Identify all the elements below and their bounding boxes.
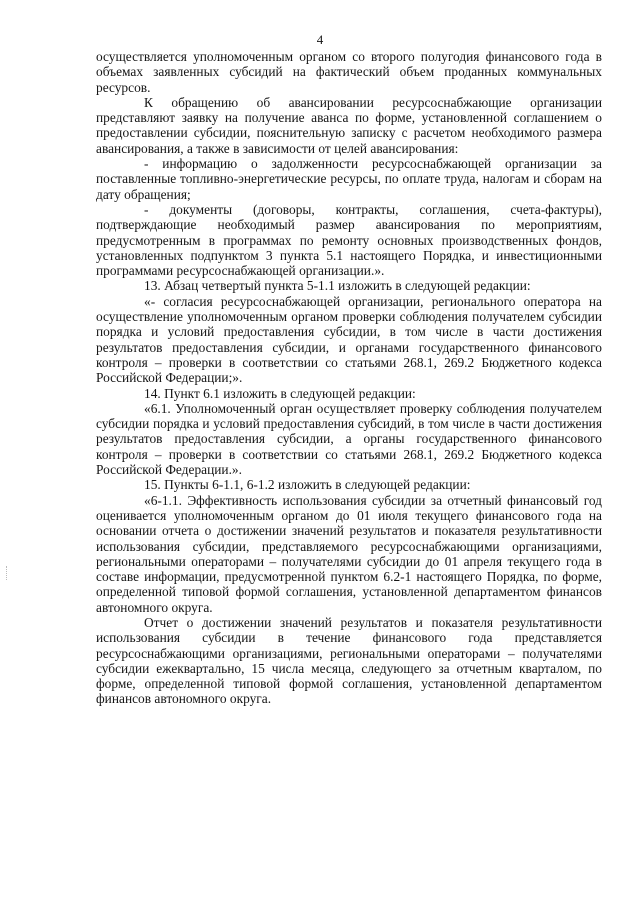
paragraph-1: осуществляется уполномоченным органом со второго полугодия финансового года в объемах заявленных субсидий на фактический объем проданных коммунальных ресурсов. <box>96 49 602 95</box>
paragraph-9: 15. Пункты 6-1.1, 6-1.2 изложить в следующей редакции: <box>144 477 471 493</box>
paragraph-3: - информацию о задолженности ресурсоснабжающей организации за поставленные топливно-энергетические ресурсы, по оплате труда, налогам и сборам на дату обращения; <box>96 156 602 202</box>
paragraph-5: 13. Абзац четвертый пункта 5-1.1 изложить в следующей редакции: <box>144 278 531 294</box>
paragraph-7: 14. Пункт 6.1 изложить в следующей редакции: <box>144 385 416 401</box>
paragraph-4: - документы (договоры, контракты, соглашения, счета-фактуры), подтверждающие необходимый размер авансирования по мероприятиям, предусмотренным в программах по ремонту основных производственных фондов, установленных подпунктом 3 пункта 5.1 настоящего Порядка, и инвестиционными программами ресурсоснабжающей организации.». <box>96 201 602 279</box>
scan-margin-mark <box>6 566 8 580</box>
paragraph-11: Отчет о достижении значений результатов и показателя результативности использования субсидии в течение финансового года представляется ресурсоснабжающими организациями, региональными операторами – получателями субсидии ежеквартально, 15 числа месяца, следующего за отчетным кварталом, по форме, определенной типовой формой соглашения, установленной департаментом финансов автономного округа. <box>96 614 602 707</box>
paragraph-8: «6.1. Уполномоченный орган осуществляет проверку соблюдения получателем субсидии порядка и условий предоставления субсидий, в том числе в части достижения результатов предоставления субсидии, а органы государственного финансового контроля – проверки в соответствии со статьями 268.1, 269.2 Бюджетного кодекса Российской Федерации.». <box>96 400 602 478</box>
paragraph-6: «- согласия ресурсоснабжающей организации, регионального оператора на осуществление уполномоченным органом проверки соблюдения получателем субсидии порядка и условий предоставления субсидии, в том числе в части достижения результатов предоставления субсидии, и органами государственного финансового контроля – проверки в соответствии со статьями 268.1, 269.2 Бюджетного кодекса Российской Федерации;». <box>96 293 602 386</box>
page-number: 4 <box>316 32 324 47</box>
paragraph-10: «6-1.1. Эффективность использования субсидии за отчетный финансовый год оценивается уполномоченным органом до 01 июля текущего финансового года на основании отчета о достижении значений результатов и показателя результативности использования субсидии, представляемого ресурсоснабжающими организациями, региональными операторами – получателями субсидии до 01 апреля текущего года в составе информации, предусмотренной пунктом 6.2-1 настоящего Порядка, по форме, определенной типовой формой соглашения, установленной департаментом финансов автономного округа. <box>96 492 602 615</box>
paragraph-2: К обращению об авансировании ресурсоснабжающие организации представляют заявку на получение аванса по форме, установленной соглашением о предоставлении субсидии, пояснительную записку с расчетом необходимого размера авансирования, а также в зависимости от целей авансирования: <box>96 94 602 156</box>
document-body <box>96 49 602 707</box>
